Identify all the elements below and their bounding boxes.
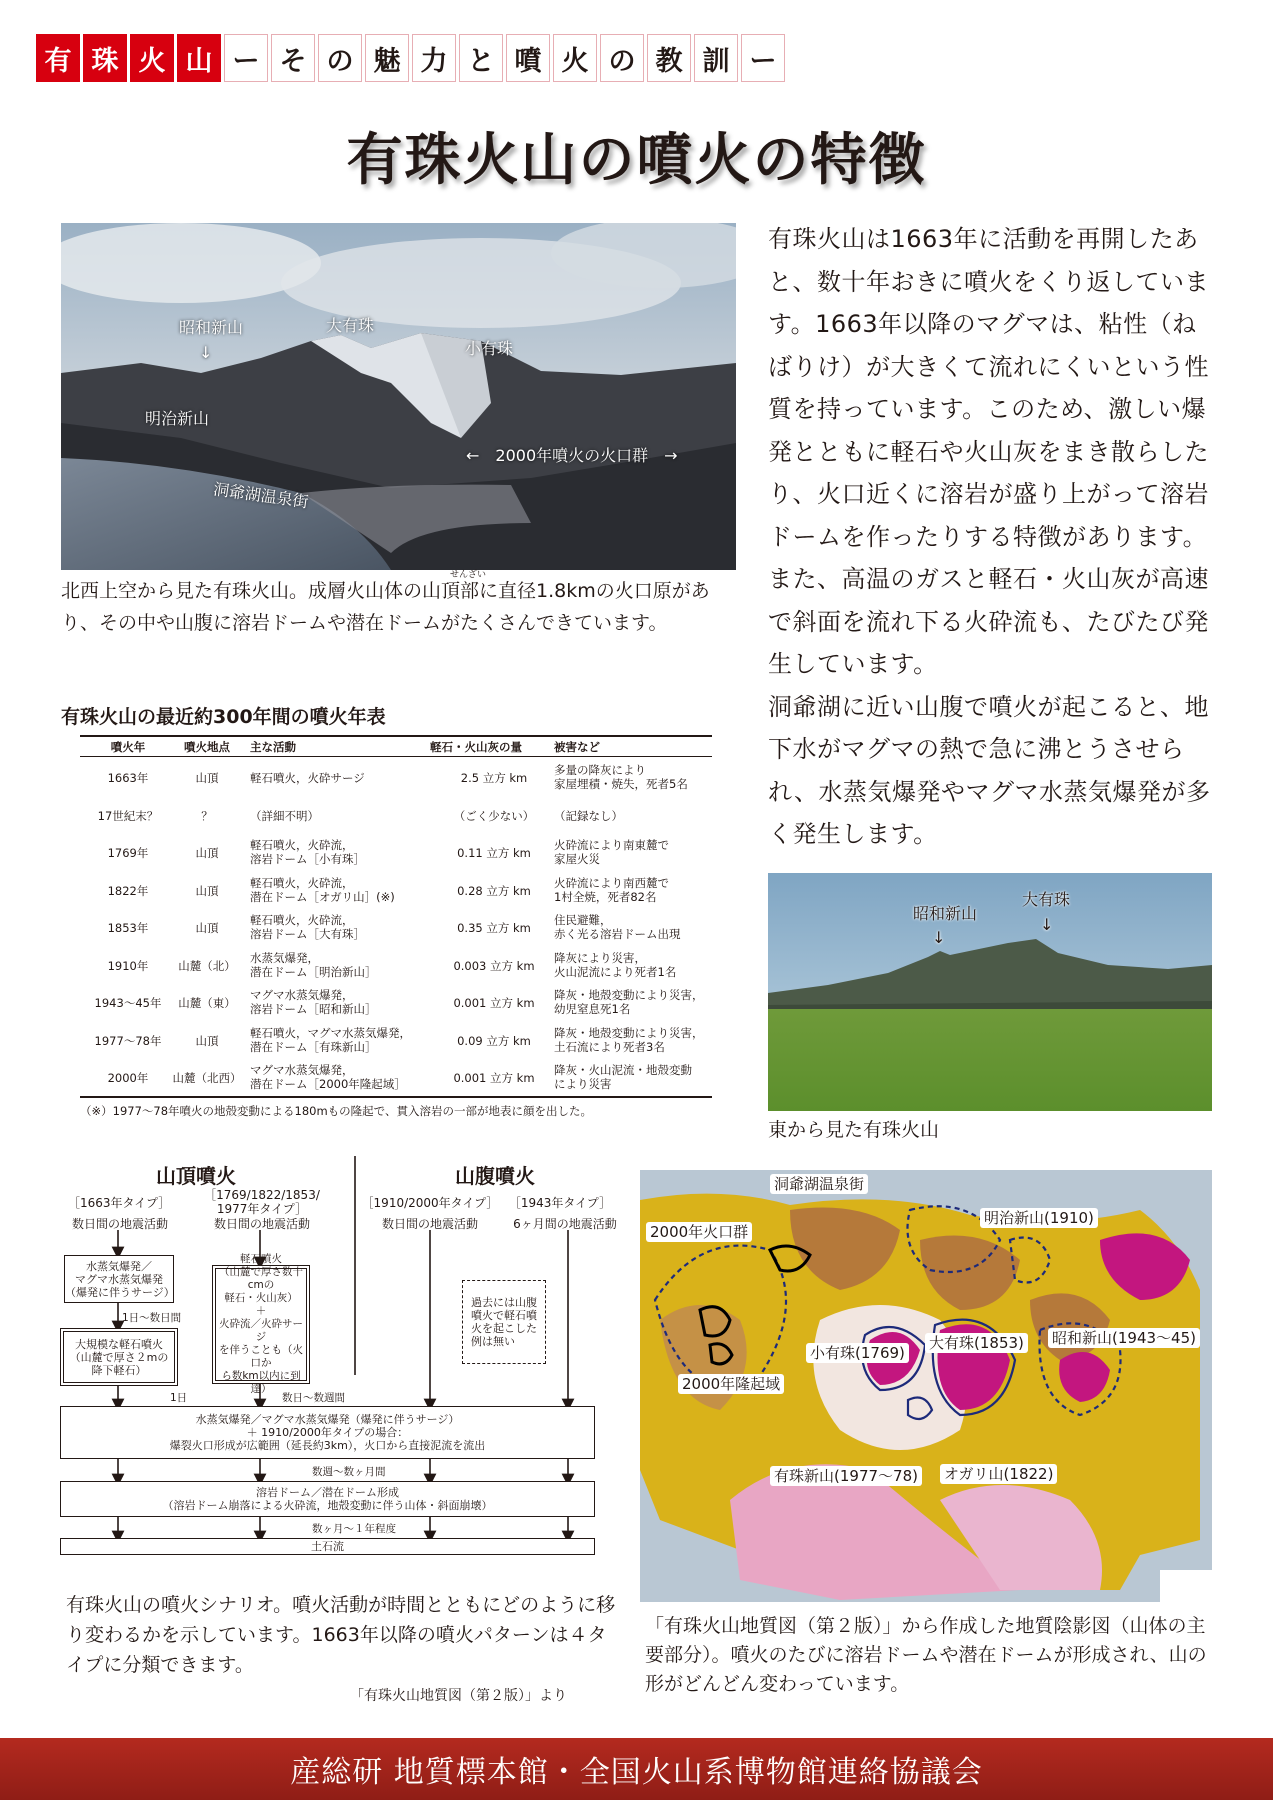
cell-location: 山頂 <box>195 846 219 860</box>
map-label-2000-craters: 2000年火口群 <box>646 1222 752 1242</box>
eruption-scenario-chart <box>60 1150 615 1580</box>
duration-label: 数週～数ヶ月間 <box>312 1466 386 1478</box>
scenario-caption: 有珠火山の噴火シナリオ。噴火活動が時間とともにどのように移り変わるかを示しています。1663年以降の噴火パターンは４タイプに分類できます。 <box>66 1594 616 1676</box>
label-meiji-shinzan: 明治新山 <box>145 409 210 428</box>
cell-damage: 多量の降灰により <box>554 763 646 777</box>
cell-activity: 溶岩ドーム［小有珠］ <box>250 852 365 866</box>
cell-activity: 軽石噴火，マグマ水蒸気爆発， <box>250 1025 411 1040</box>
table-row <box>80 984 712 1022</box>
scenario-source: 「有珠火山地質図（第２版）」より <box>350 1688 567 1704</box>
cell-volume: 0.001 立方 km <box>453 1071 535 1085</box>
cell-volume: 0.11 立方 km <box>457 846 531 860</box>
eruption-timeline-table <box>80 735 712 1098</box>
quake-6months-label: 6ヶ月間の地震活動 <box>513 1217 617 1231</box>
cell-volume: 2.5 立方 km <box>460 771 528 785</box>
cell-activity: 溶岩ドーム［昭和新山］ <box>250 1002 377 1016</box>
map-label-toya-spa-town: 洞爺湖温泉街 <box>770 1174 868 1194</box>
cell-damage: 1村全焼，死者82名 <box>554 889 657 904</box>
duration-label: 数日～数週間 <box>282 1392 345 1404</box>
cell-activity: 潜在ドーム［2000年隆起域］ <box>250 1077 406 1091</box>
quake-label: 数日間の地震活動 <box>381 1217 478 1231</box>
box-pumice-eruption: 軽石噴火 （山麓で厚さ数十cmの 軽石・火山灰） ＋ 火砕流／火砕サージ を伴うことも（火口か ら数km以内に到達） <box>212 1265 310 1384</box>
title-tile-red: 珠 <box>83 34 127 82</box>
title-tile: の <box>600 34 644 82</box>
title-tile: ー <box>224 34 268 82</box>
cell-activity: 溶岩ドーム［大有珠］ <box>250 927 365 941</box>
geological-map-caption: 「有珠火山地質図（第２版）」から作成した地質陰影図（山体の主要部分）。噴火のたびに溶岩ドームや潜在ドームが形成され、山の形がどんどん変わっています。 <box>645 1615 1207 1695</box>
duration-label: 1日 <box>170 1392 188 1404</box>
table-row <box>80 797 712 835</box>
page-title: 有珠火山の噴火の特徴 <box>346 128 927 193</box>
summit-eruption-heading: 山頂噴火 <box>156 1164 236 1188</box>
cell-year: 2000年 <box>107 1071 149 1085</box>
cell-year: 1943～45年 <box>94 996 162 1010</box>
cell-activity: マグマ水蒸気爆発， <box>250 1063 354 1077</box>
table-row <box>80 909 712 947</box>
box-large-pumice-eruption: 大規模な軽石噴火 （山麓で厚さ２mの 降下軽石） <box>60 1328 178 1386</box>
cell-location: 山麓（北西） <box>172 1071 242 1085</box>
cell-year: 17世紀末？ <box>97 808 159 823</box>
duration-label: 1日～数日間 <box>122 1312 182 1324</box>
box-debris-flow: 土石流 <box>60 1538 595 1555</box>
title-tile: そ <box>271 34 315 82</box>
title-tile: 教 <box>647 34 691 82</box>
cell-year: 1822年 <box>107 883 149 898</box>
cell-damage: 火砕流により南東麓で <box>554 838 669 852</box>
cell-year: 1853年 <box>107 921 149 935</box>
label-toya-spa-town: 洞爺湖温泉街 <box>212 479 310 512</box>
cell-location: 山頂 <box>195 883 219 898</box>
header-location: 噴火地点 <box>184 740 230 754</box>
table-row <box>80 947 712 985</box>
cell-volume: （ごく少ない） <box>453 808 535 823</box>
title-tile: 訓 <box>694 34 738 82</box>
cell-volume: 0.001 立方 km <box>453 996 535 1010</box>
cell-location: 山頂 <box>195 771 219 785</box>
header-damage: 被害など <box>554 740 600 754</box>
title-tile-red: 有 <box>36 34 80 82</box>
arrow-down-icon: ↓ <box>932 928 946 947</box>
caption-text: 北西上空から見た有珠火山。成層火山体の山頂部に直径1.8kmの火口原があり、その中や山腹に溶岩ドームや潜在ドームがたくさんできています。 <box>61 580 710 634</box>
intro-text <box>768 218 1218 856</box>
arrow-down-icon: ↓ <box>1040 915 1054 934</box>
table-header-row <box>80 737 712 757</box>
cell-damage: 降灰により災害， <box>554 950 646 965</box>
duration-label: 数ヶ月～１年程度 <box>312 1523 396 1535</box>
cell-activity: 軽石噴火，火砕流， <box>250 913 354 927</box>
cell-year: 1910年 <box>107 958 149 973</box>
title-tile: 火 <box>553 34 597 82</box>
cell-damage: 火砕流により南西麓で <box>554 875 669 890</box>
label-2000-craters: ← 2000年噴火の火口群 → <box>466 446 678 465</box>
aerial-photo-caption <box>61 575 736 639</box>
footer-organization <box>0 1738 1273 1800</box>
aerial-photo-northwest <box>61 223 736 570</box>
photo-from-east <box>768 873 1212 1111</box>
cell-damage: 火山泥流により死者1名 <box>554 964 677 979</box>
box-common-phreatic: 水蒸気爆発／マグマ水蒸気爆発（爆発に伴うサージ） ＋ 1910/2000年タイプの場合： 爆裂火口形成が広範囲（延長約3km），火口から直接泥流を流出 <box>60 1406 595 1459</box>
type-1769-label: ［1769/1822/1853/ 1977年タイプ］ <box>204 1188 320 1216</box>
cell-damage: 降灰・地殻変動により災害， <box>554 1025 704 1040</box>
cell-damage: 降灰・地殻変動により災害， <box>554 988 704 1002</box>
type-1910-label: ［1910/2000年タイプ］ <box>361 1196 499 1210</box>
map-label-showa-shinzan: 昭和新山(1943〜45) <box>1048 1328 1200 1348</box>
box-phreatic-explosion: 水蒸気爆発／ マグマ水蒸気爆発 （爆発に伴うサージ） <box>64 1255 174 1303</box>
title-tile-red: 火 <box>130 34 174 82</box>
header-year: 噴火年 <box>110 740 146 754</box>
header-volume: 軽石・火山灰の量 <box>430 740 522 754</box>
cell-location: 山麓（北） <box>178 958 236 973</box>
label-kousu: 小有珠 <box>465 339 514 358</box>
east-photo-caption: 東から見た有珠火山 <box>768 1119 940 1141</box>
cell-damage: 家屋火災 <box>554 852 600 866</box>
type-1943-label: ［1943年タイプ］ <box>508 1196 612 1210</box>
cell-activity: マグマ水蒸気爆発， <box>250 988 354 1002</box>
cell-damage: により災害 <box>554 1077 612 1091</box>
map-label-usu-shinzan: 有珠新山(1977〜78) <box>770 1466 922 1486</box>
box-dome-formation: 溶岩ドーム／潜在ドーム形成 （溶岩ドーム崩落による火砕流，地殻変動に伴う山体・斜面崩壊） <box>60 1481 595 1517</box>
cell-volume: 0.28 立方 km <box>457 883 531 898</box>
cell-activity: （詳細不明） <box>250 808 319 823</box>
cell-activity: 水蒸気爆発， <box>250 950 319 965</box>
quake-label: 数日間の地震活動 <box>71 1217 168 1231</box>
cell-damage: 降灰・火山泥流・地殻変動 <box>554 1063 692 1077</box>
type-1663-label: ［1663年タイプ］ <box>68 1196 171 1210</box>
cell-activity: 潜在ドーム［オガリ山］(※) <box>250 889 395 904</box>
cell-year: 1977～78年 <box>94 1033 162 1048</box>
title-tile: 力 <box>412 34 456 82</box>
geological-shaded-map <box>640 1170 1212 1602</box>
cell-volume: 0.003 立方 km <box>453 958 535 973</box>
title-tile: 魅 <box>365 34 409 82</box>
cell-year: 1663年 <box>107 771 149 785</box>
label-oousu: 大有珠 <box>326 316 375 335</box>
series-title <box>36 34 785 82</box>
flank-eruption-heading: 山腹噴火 <box>455 1164 535 1188</box>
cell-activity: 軽石噴火，火砕サージ <box>250 771 365 785</box>
map-label-ogari-yama: オガリ山(1822) <box>940 1464 1057 1484</box>
cell-damage: 家屋埋積・焼失，死者5名 <box>554 777 688 791</box>
box-no-past-pumice: 過去には山腹 噴火で軽石噴 火を起こした 例は無い <box>462 1280 546 1364</box>
title-tile: ー <box>741 34 785 82</box>
table-row <box>80 759 712 797</box>
header-activity: 主な活動 <box>250 740 296 754</box>
title-tile: の <box>318 34 362 82</box>
cell-activity: 軽石噴火，火砕流， <box>250 838 354 852</box>
map-label-2000-uplift: 2000年隆起域 <box>678 1374 784 1394</box>
cell-damage: 赤く光る溶岩ドーム出現 <box>554 927 681 941</box>
label-showa-shinzan: 昭和新山 <box>913 904 978 923</box>
cell-activity: 潜在ドーム［明治新山］ <box>250 964 377 979</box>
cell-year: 1769年 <box>107 846 149 860</box>
intro-paragraph-2: 洞爺湖に近い山腹で噴火が起こると、地下水がマグマの熱で急に沸とうさせられ、水蒸気爆発やマグマ水蒸気爆発が多く発生します。 <box>768 692 1211 848</box>
arrow-down-icon: ↓ <box>199 343 213 362</box>
cell-location: ？ <box>201 808 213 823</box>
cell-damage: 土石流により死者3名 <box>554 1039 665 1054</box>
cell-volume: 0.09 立方 km <box>457 1033 531 1048</box>
quake-label: 数日間の地震活動 <box>213 1217 310 1231</box>
table-row <box>80 872 712 910</box>
table-footnote: （※）1977～78年噴火の地殻変動による180mもの隆起で、貫入溶岩の一部が地表に顔を出した。 <box>80 1104 592 1118</box>
caption-ruby: せんざい <box>450 570 487 580</box>
cell-damage: （記録なし） <box>554 808 623 823</box>
table-row <box>80 1022 712 1060</box>
cell-damage: 幼児窒息死1名 <box>554 1002 631 1016</box>
intro-paragraph-1: 有珠火山は1663年に活動を再開したあと、数十年おきに噴火をくり返しています。1663年以降のマグマは、粘性（ねばりけ）が大きくて流れにくいという性質を持っています。このため、激しい爆発とともに軽石や火山灰をまき散らしたり、火口近くに溶岩が盛り上がって溶岩ドームを作ったりする特徴があります。また、高温のガスと軽石・火山灰が高速で斜面を流れ下る火砕流も、たびたび発生しています。 <box>768 225 1209 678</box>
cell-volume: 0.35 立方 km <box>457 921 531 935</box>
cell-activity: 潜在ドーム［有珠新山］ <box>250 1039 377 1054</box>
footer-text: 産総研 地質標本館・全国火山系博物館連絡協議会 <box>290 1755 983 1790</box>
title-tile: 噴 <box>506 34 550 82</box>
timeline-table-title: 有珠火山の最近約300年間の噴火年表 <box>61 706 386 728</box>
cell-location: 山麓（東） <box>178 996 236 1010</box>
table-row <box>80 1059 712 1097</box>
label-oousu: 大有珠 <box>1022 890 1071 909</box>
map-label-meiji-shinzan: 明治新山(1910) <box>980 1208 1098 1228</box>
title-tile: と <box>459 34 503 82</box>
label-showa-shinzan: 昭和新山 <box>179 318 244 337</box>
cell-location: 山頂 <box>195 921 219 935</box>
cell-location: 山頂 <box>195 1033 219 1048</box>
map-label-oousu: 大有珠(1853) <box>925 1333 1028 1353</box>
cell-activity: 軽石噴火，火砕流， <box>250 875 354 890</box>
table-row <box>80 834 712 872</box>
map-label-kousu: 小有珠(1769) <box>806 1343 909 1363</box>
title-tile-red: 山 <box>177 34 221 82</box>
cell-damage: 住民避難， <box>554 913 612 927</box>
